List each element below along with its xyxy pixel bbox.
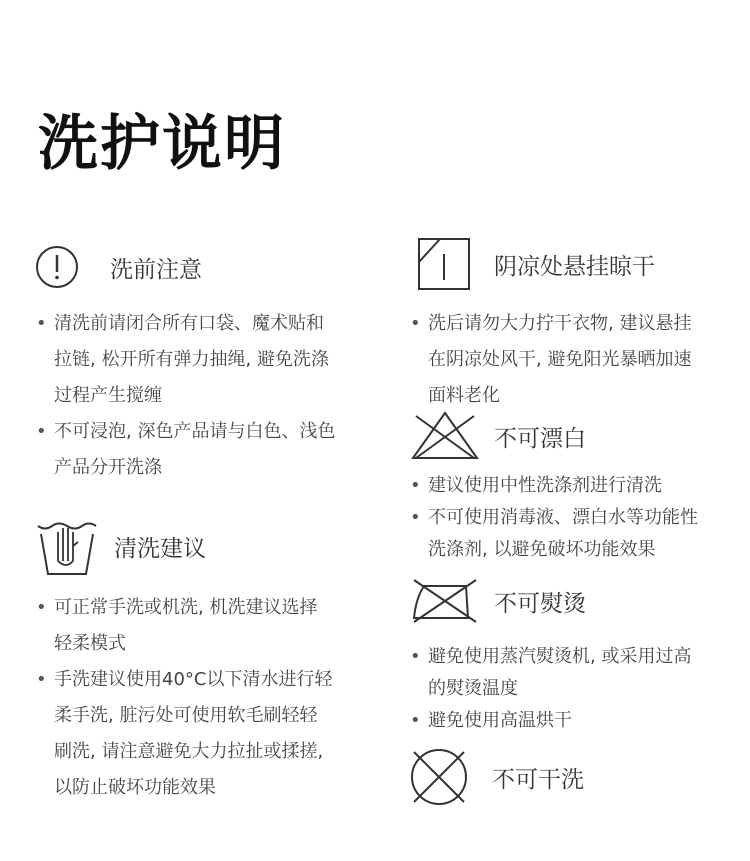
shade-drip-dry-icon [416,236,472,292]
no-dry-clean-icon [408,746,470,808]
list-item: • 避免使用蒸汽熨烫机, 或采用过高 的熨烫温度 [410,641,730,705]
list-item: • 可正常手洗或机洗, 机洗建议选择 轻柔模式 [36,590,356,662]
list-item: • 避免使用高温烘干 [410,705,730,737]
section-wash-advice-header [36,516,206,576]
list-item: • 手洗建议使用40°C以下清水进行轻 柔手洗, 脏污处可使用软毛刷轻轻 刷洗, 请注意避免大力拉扯或揉搓, 以防止破坏功能效果 [36,662,356,806]
wash-advice-list [36,590,356,806]
section-heading: 清洗建议 [114,535,206,562]
list-item: • 建议使用中性洗涤剂进行清洗 [410,470,730,502]
section-no-bleach-header [410,410,586,462]
list-item: • 不可使用消毒液、漂白水等功能性 洗涤剂, 以避免破坏功能效果 [410,502,730,566]
hand-wash-icon [36,516,98,576]
section-heading: 洗前注意 [110,256,202,283]
no-bleach-icon [410,410,480,462]
section-heading: 阴凉处悬挂晾干 [494,253,655,280]
section-shade-dry-header [416,236,655,292]
no-iron-icon [410,576,480,626]
section-heading: 不可干洗 [492,766,584,793]
exclamation-circle-icon [34,244,80,290]
shade-dry-list [410,306,730,414]
section-heading: 不可熨烫 [494,590,586,617]
section-wash-notice-header [34,244,202,290]
section-heading: 不可漂白 [494,425,586,452]
no-bleach-list [410,470,730,566]
list-item: • 清洗前请闭合所有口袋、魔术贴和 拉链, 松开所有弹力抽绳, 避免洗涤 过程产生搅缠 [36,306,356,414]
no-iron-list [410,641,730,737]
wash-notice-list [36,306,356,486]
list-item: • 不可浸泡, 深色产品请与白色、浅色 产品分开洗涤 [36,414,356,486]
section-no-iron-header [410,576,586,626]
list-item: • 洗后请勿大力拧干衣物, 建议悬挂 在阴凉处风干, 避免阳光暴晒加速 面料老化 [410,306,730,414]
section-no-dry-clean-header [408,746,584,808]
page-title: 洗护说明 [38,109,286,179]
